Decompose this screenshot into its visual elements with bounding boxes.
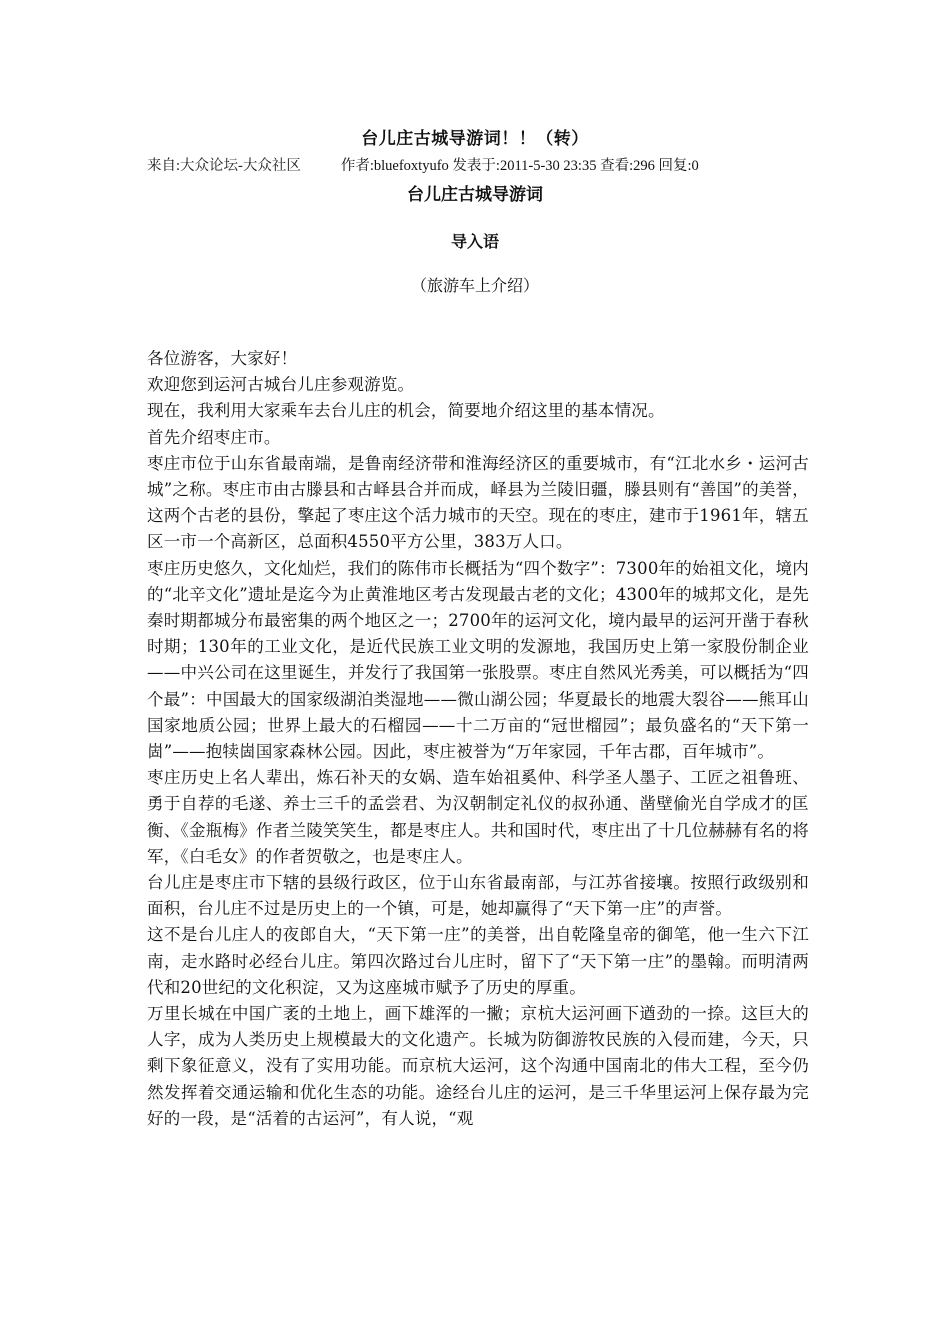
guide-subtitle: 台儿庄古城导游词 — [407, 185, 543, 205]
paragraph: 各位游客，大家好！ — [147, 349, 298, 368]
paragraph: 台儿庄是枣庄市下辖的县级行政区，位于山东省最南部，与江苏省接壤。按照行政级别和面积，台儿庄不过是历史上的一个镇，可是，她却赢得了“天下第一庄”的声誉。 — [147, 873, 809, 919]
document-title: 台儿庄古城导游词！！（转） — [361, 129, 589, 149]
section-note: （旅游车上介绍） — [410, 276, 539, 295]
section-heading: 导入语 — [450, 232, 499, 251]
post-meta — [147, 156, 830, 176]
paragraph: 现在，我利用大家乘车去台儿庄的机会，简要地介绍这里的基本情况。 — [147, 401, 665, 421]
author-info: 作者:bluefoxtyufo 发表于:2011-5-30 23:35 查看:296 回复:0 — [340, 158, 699, 174]
paragraph: 万里长城在中国广袤的土地上，画下雄浑的一撇；京杭大运河画下遒劲的一捺。这巨大的人字，成为人类历史上规模最大的文化遗产。长城为防御游牧民族的入侵而建，今天，只剩下象征意义，没有了实用功能。而京杭大运河，这个沟通中国南北的伟大工程，至今仍然发挥着交通运输和优化生态的功能。途经台儿庄的运河，是三千华里运河上保存最为完好的一段，是“活着的古运河”，有人说，“观 — [147, 1004, 809, 1128]
paragraph: 欢迎您到运河古城台儿庄参观游览。 — [147, 375, 415, 395]
paragraph: 首先介绍枣庄市。 — [147, 427, 281, 447]
paragraph: 枣庄市位于山东省最南端，是鲁南经济带和淮海经济区的重要城市，有“江北水乡・运河古城”之称。枣庄市由古滕县和古峄县合并而成，峄县为兰陵旧疆，滕县则有“善国”的美誉，这两个古老的县份，擎起了枣庄这个活力城市的天空。现在的枣庄，建市于1961年，辖五区一市一个高新区，总面积4550平方公里，383万人口。 — [147, 453, 809, 552]
body-text — [147, 346, 809, 1132]
source-link[interactable]: 大众论坛-大众社区 — [180, 158, 301, 174]
paragraph: 枣庄历史悠久，文化灿烂，我们的陈伟市长概括为“四个数字”：7300年的始祖文化，境内的“北辛文化”遗址是迄今为止黄淮地区考古发现最古老的文化；4300年的城邦文化，是先秦时期都城分布最密集的两个地区之一；2700年的运河文化，境内最早的运河开凿于春秋时期；130年的工业文化，是近代民族工业文明的发源地，我国历史上第一家股份制企业——中兴公司在这里诞生，并发行了我国第一张股票。枣庄自然风光秀美，可以概括为“四个最”：中国最大的国家级湖泊类湿地——微山湖公园；华夏最长的地震大裂谷——熊耳山国家地质公园；世界上最大的石榴园——十二万亩的“冠世榴园”；最负盛名的“天下第一崮”——抱犊崮国家森林公园。因此，枣庄被誉为“万年家园，千年古郡，百年城市”。 — [147, 558, 809, 762]
paragraph: 枣庄历史上名人辈出，炼石补天的女娲、造车始祖奚仲、科学圣人墨子、工匠之祖鲁班、勇于自荐的毛遂、养士三千的孟尝君、为汉朝制定礼仪的叔孙通、凿壁偷光自学成才的匡衡、《金瓶梅》作者兰陵笑笑生，都是枣庄人。共和国时代，枣庄出了十几位赫赫有名的将军，《白毛女》的作者贺敬之，也是枣庄人。 — [147, 768, 809, 866]
paragraph: 这不是台儿庄人的夜郎自大，“天下第一庄”的美誉，出自乾隆皇帝的御笔，他一生六下江南，走水路时必经台儿庄。第四次路过台儿庄时，留下了“天下第一庄”的墨翰。而明清两代和20世纪的文化积淀，又为这座城市赋予了历史的厚重。 — [147, 925, 809, 997]
source-prefix: 来自: — [147, 158, 181, 174]
